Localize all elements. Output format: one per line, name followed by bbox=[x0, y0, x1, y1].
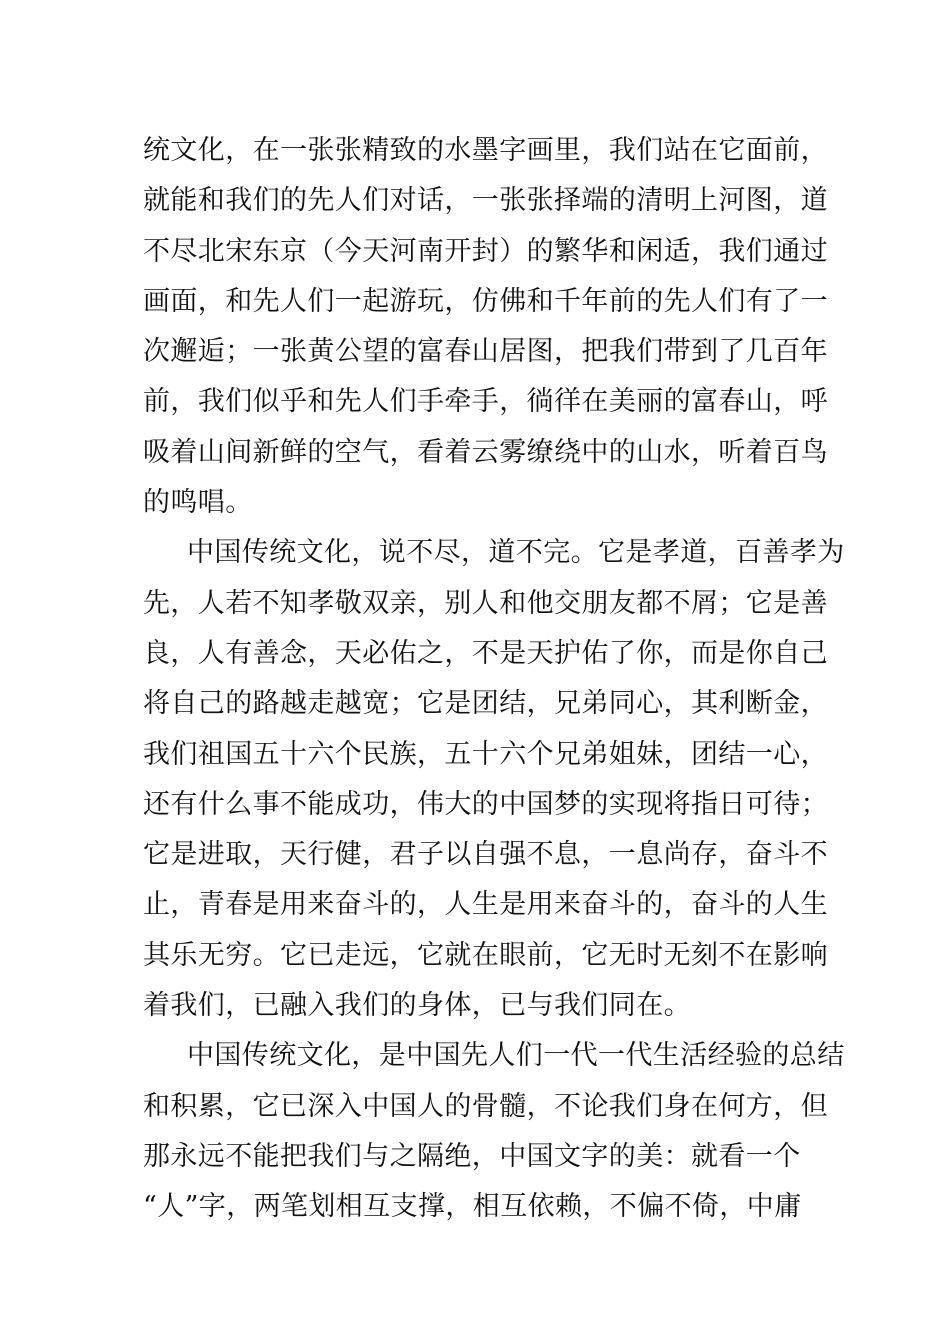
text-line: 次邂逅；一张黄公望的富春山居图，把我们带到了几百年 bbox=[143, 336, 828, 368]
text-line: 的鸣唱。 bbox=[143, 487, 253, 519]
text-line: 其乐无穷。它已走远，它就在眼前，它无时无刻不在影响 bbox=[143, 939, 828, 971]
text-line: 先，人若不知孝敬双亲，别人和他交朋友都不屑；它是善 bbox=[143, 587, 828, 619]
text-line: 前，我们似乎和先人们手牵手，徜徉在美丽的富春山，呼 bbox=[143, 386, 828, 418]
text-line: 我们祖国五十六个民族，五十六个兄弟姐妹，团结一心， bbox=[143, 738, 828, 770]
text-line: 它是进取，天行健，君子以自强不息，一息尚存，奋斗不 bbox=[143, 839, 828, 871]
text-line: 统文化，在一张张精致的水墨字画里，我们站在它面前， bbox=[143, 135, 828, 166]
essay-body bbox=[143, 126, 845, 1233]
text-line: 就能和我们的先人们对话，一张张择端的清明上河图，道 bbox=[143, 185, 828, 217]
text-line: 画面，和先人们一起游玩，仿佛和千年前的先人们有了一 bbox=[143, 285, 828, 317]
paragraph-start-line: 中国传统文化，是中国先人们一代一代生活经验的总结 bbox=[187, 1040, 845, 1072]
text-line: 将自己的路越走越宽；它是团结，兄弟同心，其利断金， bbox=[143, 688, 828, 720]
paragraph-start-line: 中国传统文化，说不尽，道不完。它是孝道，百善孝为 bbox=[187, 537, 845, 569]
text-line: 止，青春是用来奋斗的，人生是用来奋斗的，奋斗的人生 bbox=[143, 889, 828, 921]
text-line: 良，人有善念，天必佑之，不是天护佑了你，而是你自己 bbox=[143, 637, 828, 669]
text-line: 着我们，已融入我们的身体，已与我们同在。 bbox=[143, 990, 691, 1022]
text-line: “人”字，两笔划相互支撑，相互依赖，不偏不倚，中庸 bbox=[143, 1191, 802, 1223]
text-line: 还有什么事不能成功，伟大的中国梦的实现将指日可待； bbox=[143, 788, 828, 820]
text-line: 和积累，它已深入中国人的骨髓，不论我们身在何方，但 bbox=[143, 1090, 828, 1122]
text-line: 不尽北宋东京（今天河南开封）的繁华和闲适，我们通过 bbox=[143, 235, 828, 267]
text-line: 吸着山间新鲜的空气，看着云雾缭绕中的山水，听着百鸟 bbox=[143, 436, 828, 468]
text-line: 那永远不能把我们与之隔绝，中国文字的美：就看一个 bbox=[143, 1140, 801, 1172]
